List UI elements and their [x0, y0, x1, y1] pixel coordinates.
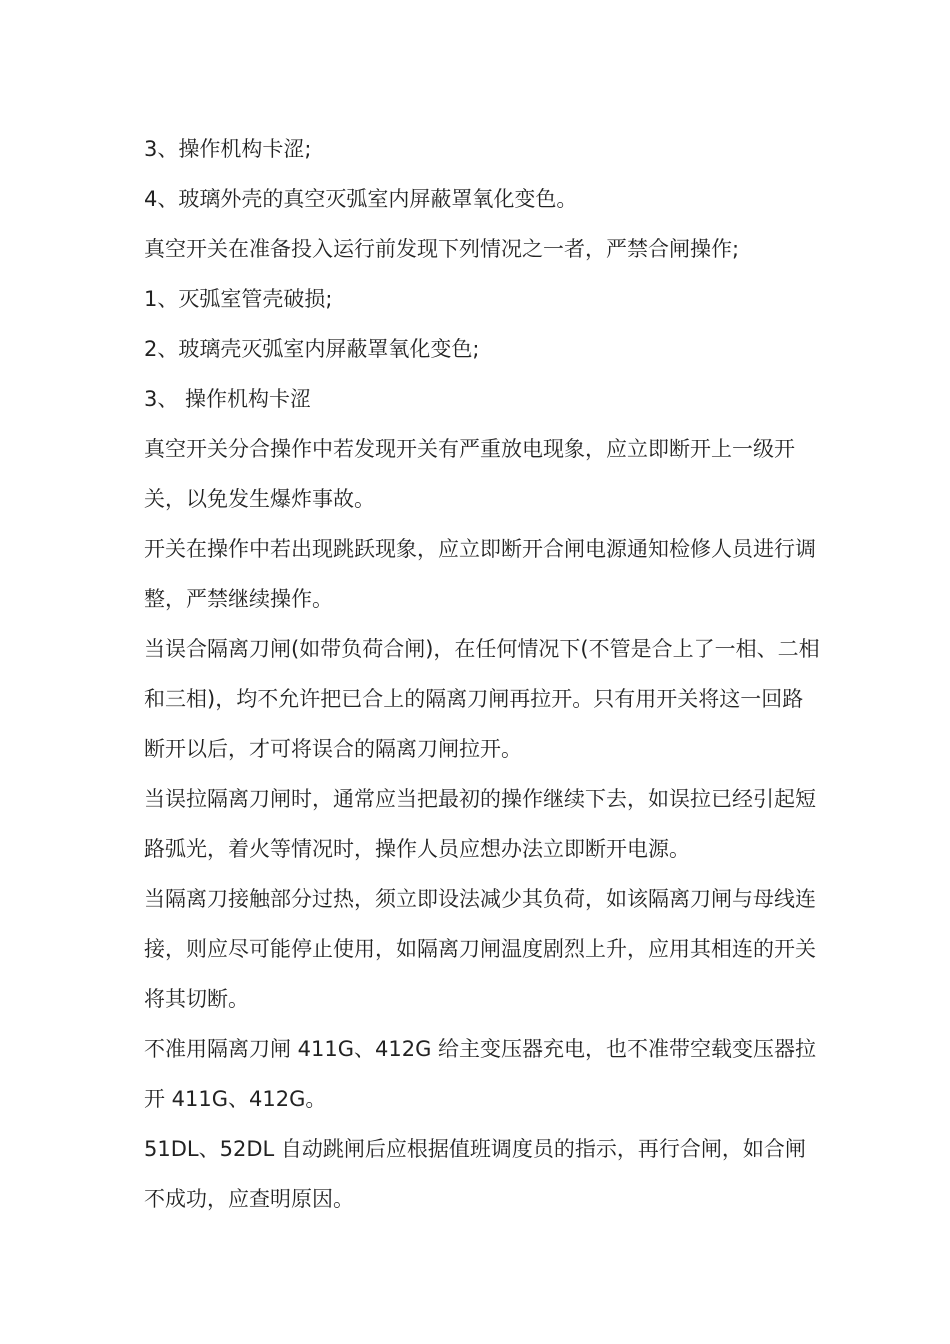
paragraph-wrong-close-isolator: 当误合隔离刀闸(如带负荷合闸)，在任何情况下(不管是合上了一相、二相和三相)，均不允许把已合上的隔离刀闸再拉开。只有用开关将这一回路断开以后，才可将误合的隔离刀闸拉开。 — [144, 637, 820, 761]
paragraph-isolator-overheat: 当隔离刀接触部分过热，须立即设法减少其负荷，如该隔离刀闸与母线连接，则应尽可能停止使用，如隔离刀闸温度剧烈上升，应用其相连的开关将其切断。 — [144, 887, 816, 1011]
paragraph-wrong-open-isolator: 当误拉隔离刀闸时，通常应当把最初的操作继续下去，如误拉已经引起短路弧光，着火等情况时，操作人员应想办法立即断开电源。 — [144, 787, 816, 861]
paragraph-pre-operation-conditions: 真空开关在准备投入运行前发现下列情况之一者，严禁合闸操作; — [144, 237, 740, 261]
document-body — [144, 124, 824, 1224]
paragraph-item-1-tube-damage: 1、灭弧室管壳破损; — [144, 287, 333, 311]
paragraph-item-4-shield-oxidation: 4、玻璃外壳的真空灭弧室内屏蔽罩氧化变色。 — [144, 187, 578, 211]
paragraph-discharge-phenomenon: 真空开关分合操作中若发现开关有严重放电现象，应立即断开上一级开关，以免发生爆炸事故。 — [144, 437, 795, 511]
paragraph-item-2-shield-oxidation: 2、玻璃壳灭弧室内屏蔽罩氧化变色; — [144, 337, 480, 361]
paragraph-transformer-charging: 不准用隔离刀闸 411G、412G 给主变压器充电，也不准带空载变压器拉开 411G、412G。 — [144, 1037, 817, 1111]
paragraph-auto-trip: 51DL、52DL 自动跳闸后应根据值班调度员的指示，再行合闸，如合闸不成功，应查明原因。 — [144, 1137, 806, 1211]
paragraph-item-3-jam: 3、操作机构卡涩; — [144, 137, 312, 161]
paragraph-item-3-jam-repeat: 3、 操作机构卡涩 — [144, 387, 312, 411]
paragraph-jump-phenomenon: 开关在操作中若出现跳跃现象，应立即断开合闸电源通知检修人员进行调整，严禁继续操作。 — [144, 537, 816, 611]
